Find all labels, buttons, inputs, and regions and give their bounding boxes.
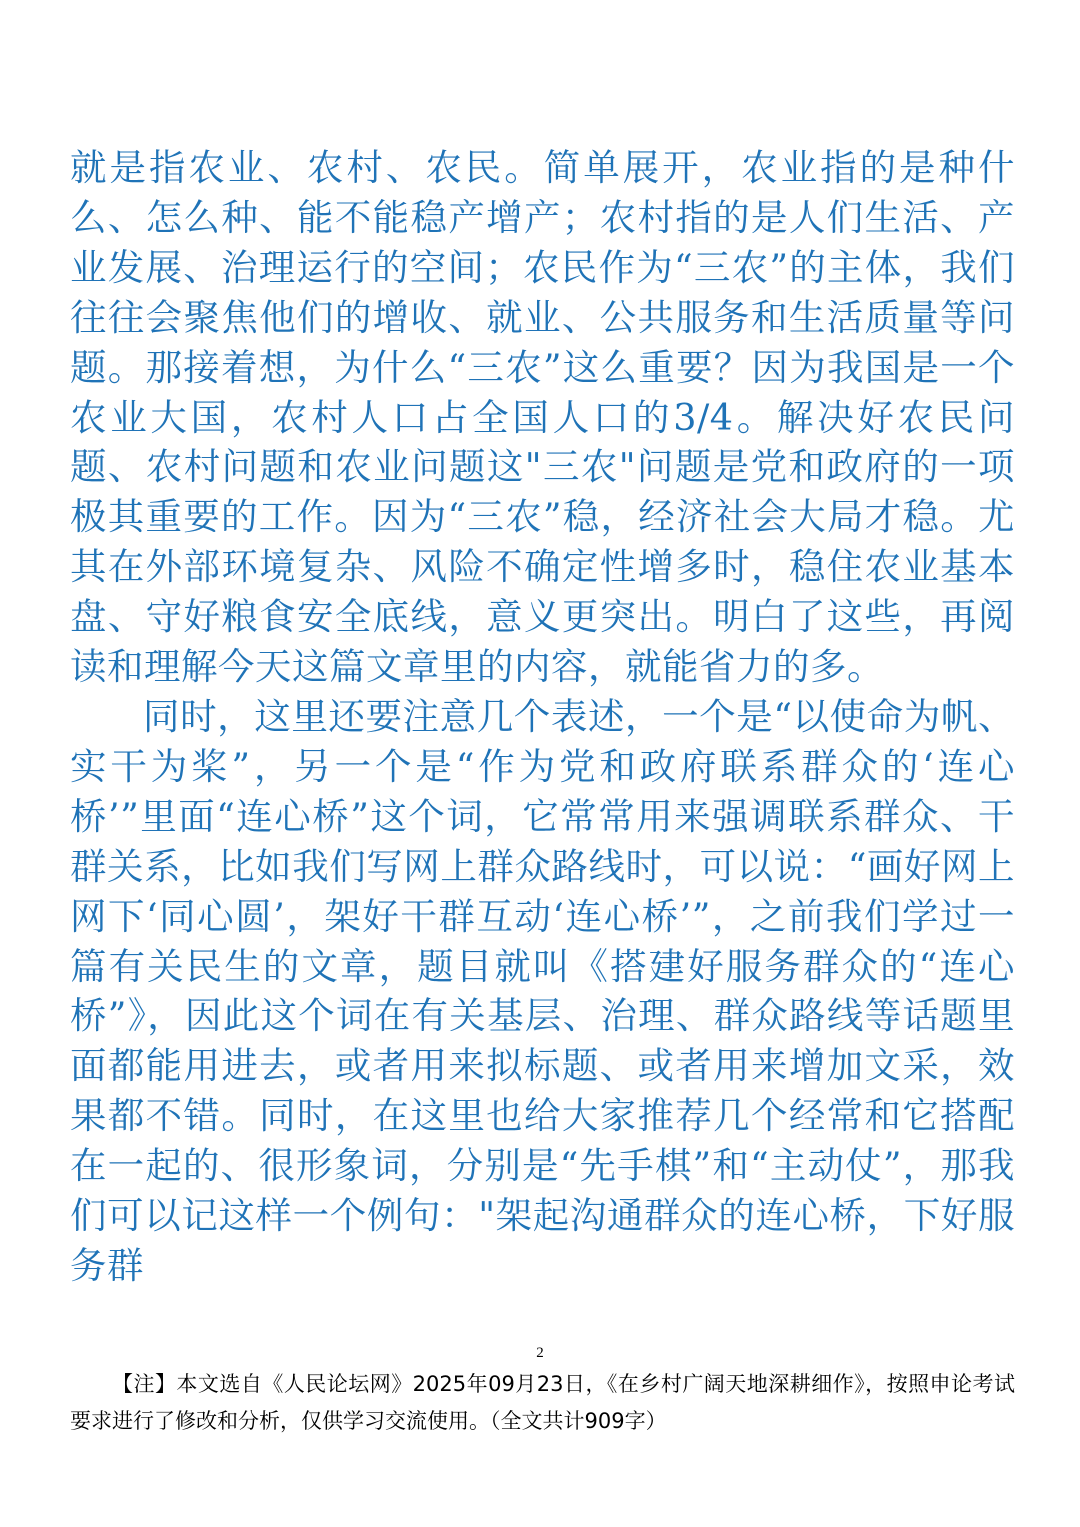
footnote-text: 【注】本文选自《人民论坛网》2025年09月23日，《在乡村广阔天地深耕细作》，按照申论考试要求进行了修改和分析，仅供学习交流使用。（全文共计909字）: [70, 1372, 1015, 1433]
article-body: [70, 143, 1015, 1291]
source-footnote: [70, 1366, 1015, 1440]
page-number: 2: [536, 1345, 544, 1361]
article-paragraph-2: 同时，这里还要注意几个表述，一个是“以使命为帆、实干为桨”，另一个是“作为党和政府联系群众的‘连心桥’”里面“连心桥”这个词，它常常用来强调联系群众、干群关系，比如我们写网上群众路线时，可以说：“画好网上网下‘同心圆’，架好干群互动‘连心桥’”，之前我们学过一篇有关民生的文章，题目就叫《搭建好服务群众的“连心桥”》，因此这个词在有关基层、治理、群众路线等话题里面都能用进去，或者用来拟标题、或者用来增加文采，效果都不错。同时，在这里也给大家推荐几个经常和它搭配在一起的、很形象词，分别是“先手棋”和“主动仗”，那我们可以记这样一个例句："架起沟通群众的连心桥，下好服务群: [70, 694, 1015, 1287]
article-paragraph-1: 就是指农业、农村、农民。简单展开，农业指的是种什么、怎么种、能不能稳产增产；农村指的是人们生活、产业发展、治理运行的空间；农民作为“三农”的主体，我们往往会聚焦他们的增收、就业、公共服务和生活质量等问题。那接着想，为什么“三农”这么重要？因为我国是一个农业大国，农村人口占全国人口的3/4。解决好农民问题、农村问题和农业问题这"三农"问题是党和政府的一项极其重要的工作。因为“三农”稳，经济社会大局才稳。尤其在外部环境复杂、风险不确定性增多时，稳住农业基本盘、守好粮食安全底线，意义更突出。明白了这些，再阅读和理解今天这篇文章里的内容，就能省力的多。: [70, 146, 1015, 689]
